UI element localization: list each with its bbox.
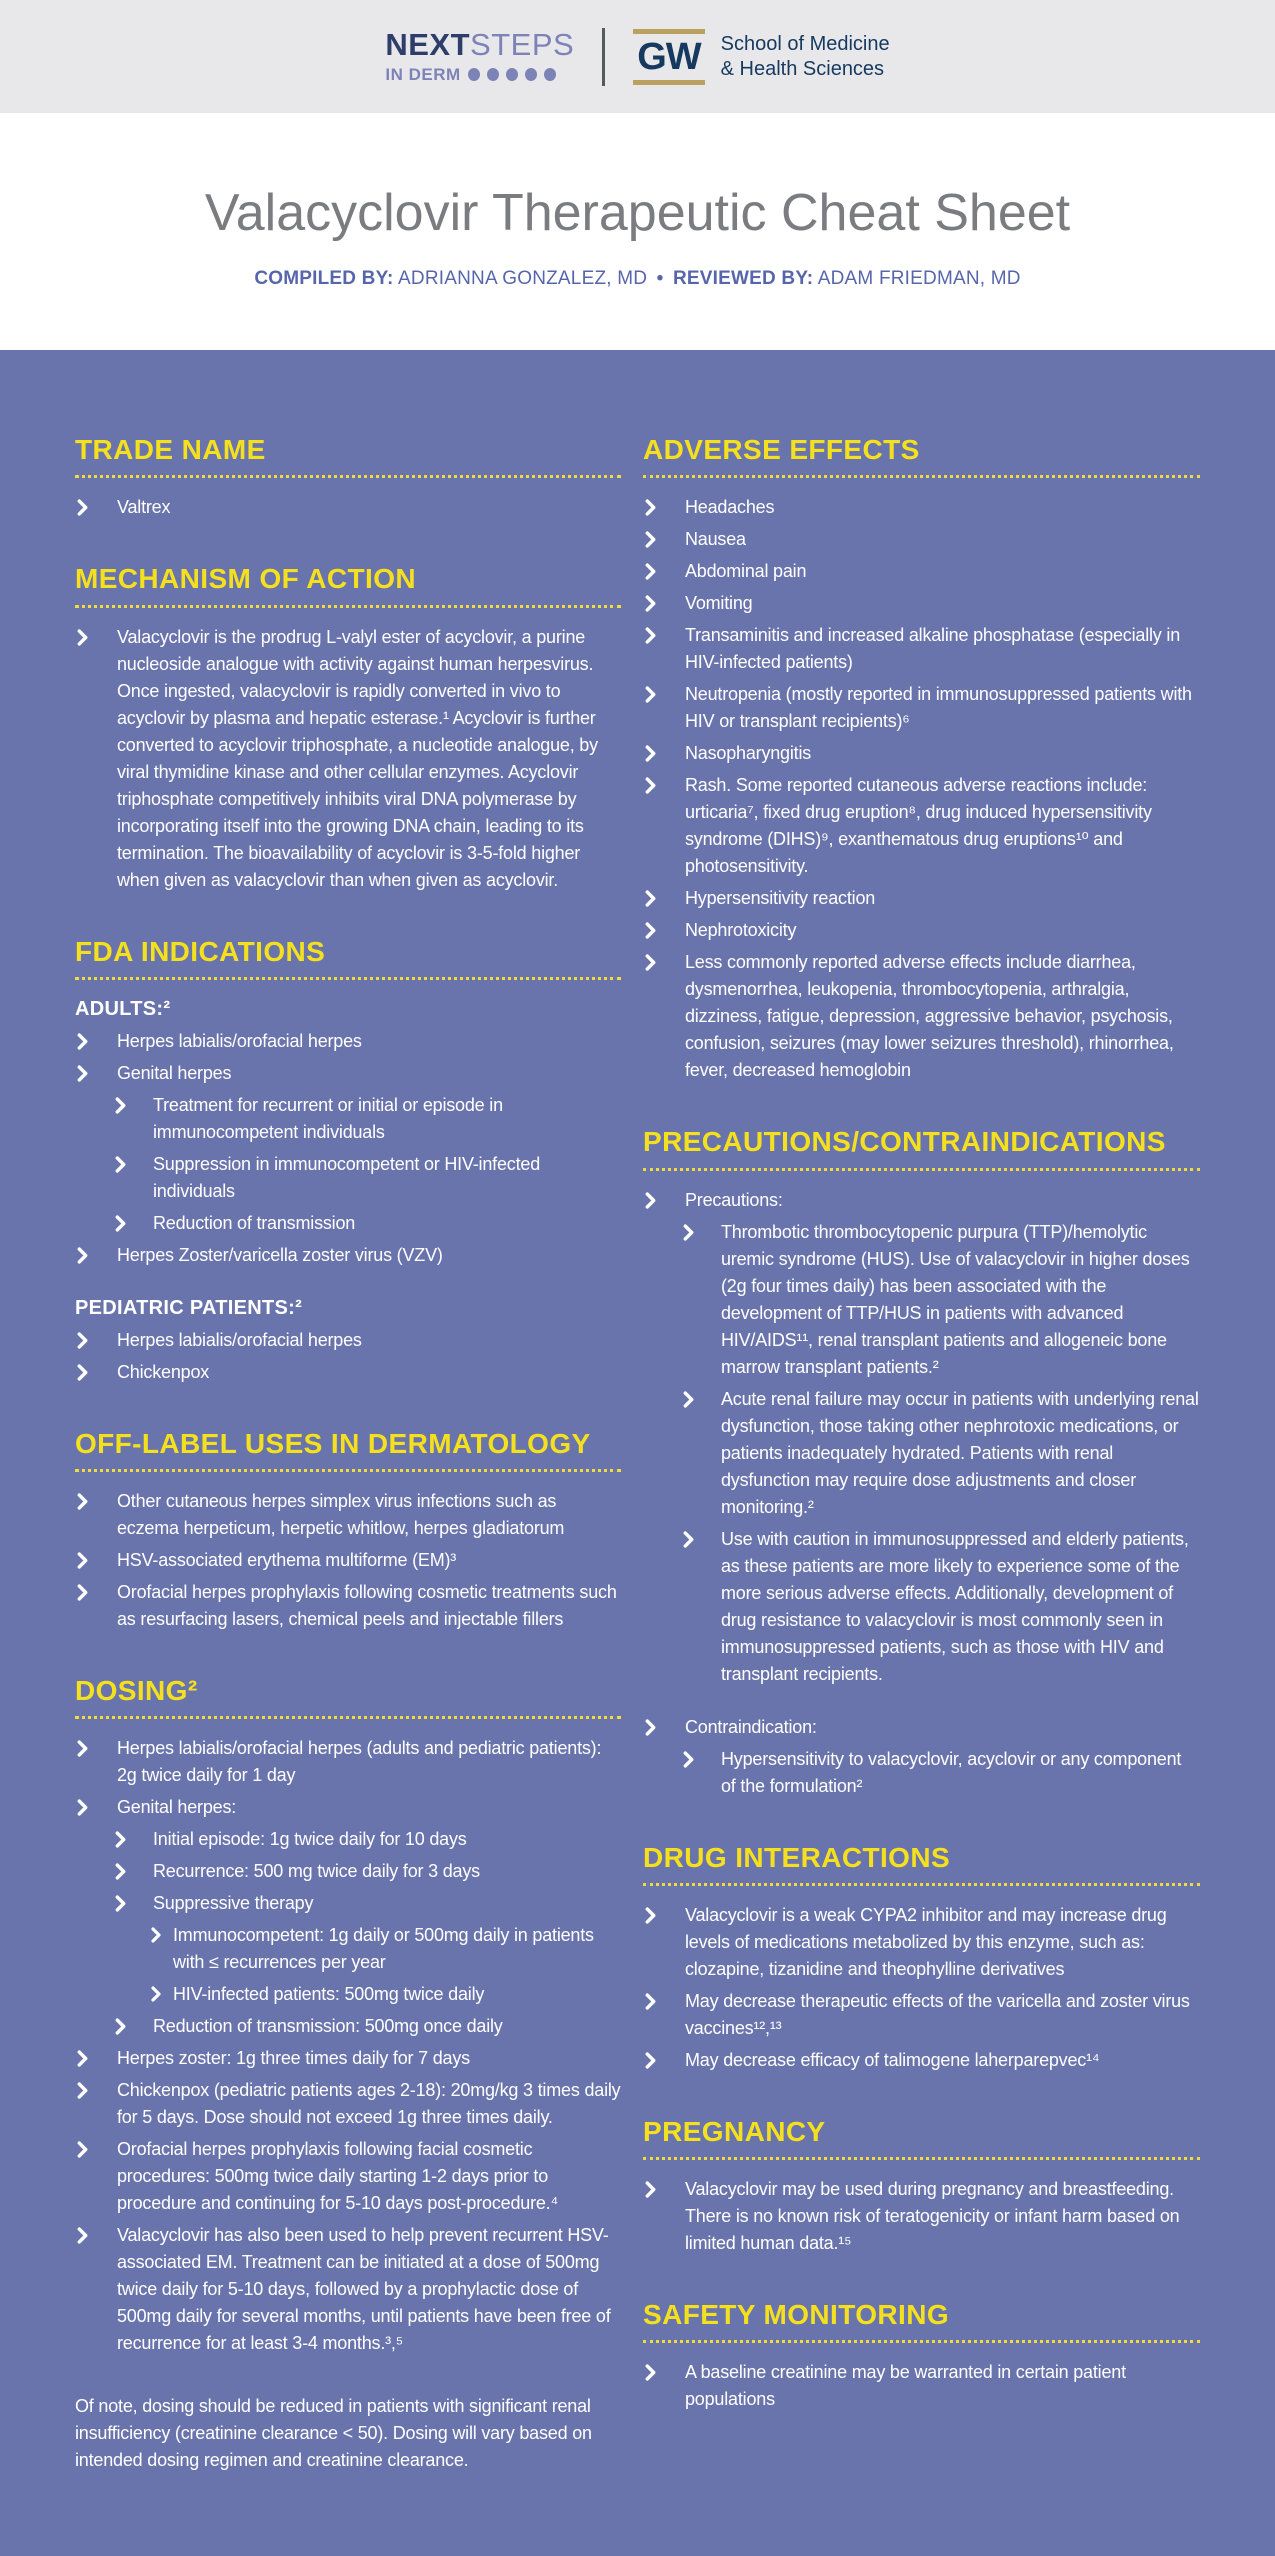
list-item-text: Contraindication:: [685, 1716, 817, 1737]
list-item-text: Hypersensitivity to valacyclovir, acyclovir or any component of the formulation²: [721, 1748, 1182, 1796]
section-dosing: [75, 1675, 621, 2474]
list-item: [75, 624, 621, 894]
list-item-text: Chickenpox: [117, 1361, 210, 1382]
section-items: [643, 1902, 1200, 2074]
list-item-text: May decrease efficacy of talimogene laherparepvec¹⁴: [685, 2049, 1100, 2070]
list-item-text: Herpes labialis/orofacial herpes (adults and pediatric patients): 2g twice daily for 1 day: [117, 1738, 602, 1786]
section-mechanism-of-action: [75, 563, 621, 893]
chevron-icon: [115, 1896, 126, 1911]
chevron-icon: [115, 1098, 126, 1113]
derm-dot-icon: [525, 68, 537, 81]
list-item: [75, 1890, 621, 1917]
chevron-icon: [77, 1494, 88, 1509]
chevron-icon: [115, 1832, 126, 1847]
list-item-text: May decrease therapeutic effects of the varicella and zoster virus vaccines¹²,¹³: [685, 1990, 1190, 2038]
chevron-icon: [645, 596, 656, 611]
list-item-text: Hypersensitivity reaction: [685, 888, 876, 909]
list-item-text: Neutropenia (mostly reported in immunosuppressed patients with HIV or transplant recipients)⁶: [685, 684, 1192, 732]
list-item: [643, 558, 1200, 585]
list-item: [643, 2047, 1200, 2074]
list-item: [75, 2013, 621, 2040]
section-adverse-effects: [643, 434, 1200, 1084]
section-heading: FDA INDICATIONS: [75, 936, 621, 980]
section-items: [643, 2359, 1200, 2413]
byline: [0, 268, 1275, 290]
list-item: [75, 1547, 621, 1574]
list-item-text: Reduction of transmission: [153, 1212, 356, 1233]
list-item: [75, 1092, 621, 1146]
list-item-text: Suppression in immunocompetent or HIV-infected individuals: [153, 1153, 541, 1201]
list-item-text: Genital herpes: [117, 1062, 232, 1083]
list-item: [75, 1060, 621, 1087]
list-item: [75, 1210, 621, 1237]
chevron-icon: [77, 1553, 88, 1568]
chevron-icon: [645, 532, 656, 547]
chevron-icon: [645, 2053, 656, 2068]
list-item: [75, 1359, 621, 1386]
list-item: [643, 2359, 1200, 2413]
list-item: [75, 2077, 621, 2131]
list-item-text: HIV-infected patients: 500mg twice daily: [173, 1984, 485, 2005]
chevron-icon: [645, 923, 656, 938]
list-item: [643, 526, 1200, 553]
in-derm-text: IN DERM: [385, 64, 461, 84]
nextsteps-steps-text: STEPS: [470, 26, 575, 62]
chevron-icon: [77, 1066, 88, 1081]
list-item: [75, 1735, 621, 1789]
content-area: [0, 350, 1275, 2556]
section-safety-monitoring: [643, 2299, 1200, 2413]
chevron-icon: [77, 630, 88, 645]
left-column: [75, 434, 621, 2516]
list-item: [643, 740, 1200, 767]
list-item-text: Nausea: [685, 529, 746, 550]
section-items: [75, 1488, 621, 1633]
gw-school-line2: & Health Sciences: [720, 57, 885, 80]
chevron-icon: [77, 2228, 88, 2243]
list-item-text: Of note, dosing should be reduced in patients with significant renal insufficiency (creatinine clearance < 50). Dosing will vary based on intended dosing regimen and creatinine clearance.: [75, 2396, 592, 2471]
list-item: [75, 2222, 621, 2357]
chevron-icon: [151, 1928, 161, 1942]
list-item-text: Headaches: [685, 497, 775, 518]
chevron-icon: [645, 1994, 656, 2009]
list-item: [643, 1526, 1200, 1688]
list-item-text: Orofacial herpes prophylaxis following cosmetic treatments such as resurfacing lasers, chemical peels and injectable fillers: [117, 1581, 617, 1629]
list-item-text: Precautions:: [685, 1189, 783, 1210]
title-block: [0, 113, 1275, 290]
chevron-icon: [77, 1034, 88, 1049]
nextsteps-logo: [385, 26, 575, 85]
list-item-text: Other cutaneous herpes simplex virus infections such as eczema herpeticum, herpetic whitlow, herpes gladiatorum: [117, 1490, 565, 1538]
list-item: [75, 2136, 621, 2217]
chevron-icon: [77, 1333, 88, 1348]
list-item-text: Valacyclovir has also been used to help prevent recurrent HSV-associated EM. Treatment can be initiated at a dose of 500mg twice daily for 5-10 days, followed by a prophylactic dose of 500mg daily for several months, until patients have been free of recurrence for at least 3-4 months.³,⁵: [117, 2225, 611, 2354]
section-items: [75, 624, 621, 894]
chevron-icon: [115, 1864, 126, 1879]
list-item-text: Herpes zoster: 1g three times daily for 7 days: [117, 2048, 470, 2069]
byline-separator: •: [656, 268, 664, 290]
gw-logo: [633, 29, 704, 85]
derm-dot-icon: [544, 68, 556, 81]
chevron-icon: [683, 1225, 694, 1240]
section-heading: SAFETY MONITORING: [643, 2299, 1200, 2343]
section-heading: PRECAUTIONS/CONTRAINDICATIONS: [643, 1126, 1200, 1170]
list-item: [643, 1386, 1200, 1521]
chevron-icon: [77, 1248, 88, 1263]
section-drug-interactions: [643, 1842, 1200, 2074]
chevron-icon: [645, 628, 656, 643]
chevron-icon: [115, 1157, 126, 1172]
list-item-text: HSV-associated erythema multiforme (EM)³: [117, 1549, 457, 1570]
list-item-text: Acute renal failure may occur in patients with underlying renal dysfunction, those taking other nephrotoxic medications, or patients inadequately hydrated. Patients with renal dysfunction may require dose adjustments and closer monitoring.²: [721, 1388, 1199, 1517]
chevron-icon: [645, 891, 656, 906]
list-item-text: Herpes labialis/orofacial herpes: [117, 1329, 362, 1350]
list-item-text: Chickenpox (pediatric patients ages 2-18): 20mg/kg 3 times daily for 5 days. Dose should not exceed 1g three times daily.: [117, 2080, 621, 2128]
list-item-text: Valacyclovir may be used during pregnancy and breastfeeding. There is no known risk of teratogenicity or infant harm based on limited human data.¹⁵: [685, 2178, 1180, 2253]
list-item-text: Valacyclovir is the prodrug L-valyl ester of acyclovir, a purine nucleoside analogue with activity against human herpesvirus. Once ingested, valacyclovir is rapidly converted in vivo to acyclovir by plasma and hepatic esterase.¹ Acyclovir is further converted to acyclovir triphosphate, a nucleotide analogue, by viral thymidine kinase and other cellular enzymes. Acyclovir triphosphate competitively inhibits viral DNA polymerase by incorporating itself into the growing DNA chain, leading to its termination. The bioavailability of acyclovir is 3-5-fold higher when given as valacyclovir than when given as acyclovir.: [117, 626, 598, 890]
list-item-text: Abdominal pain: [685, 561, 807, 582]
chevron-icon: [645, 500, 656, 515]
chevron-icon: [645, 2182, 656, 2197]
gw-letters: GW: [637, 35, 701, 78]
list-item: [75, 1295, 621, 1322]
list-item-text: Less commonly reported adverse effects include diarrhea, dysmenorrhea, leukopenia, thrombocytopenia, arthralgia, dizziness, fatigue, depression, aggressive behavior, psychosis, confusion, seizures (may lower seizures threshold), rhinorrhea, fever, decreased hemoglobin: [685, 952, 1174, 1081]
list-item-text: Nasopharyngitis: [685, 743, 812, 764]
list-item-text: Genital herpes:: [117, 1797, 237, 1818]
gw-school-text: [721, 32, 890, 82]
list-item: [643, 1187, 1200, 1214]
chevron-icon: [645, 1193, 656, 1208]
section-heading: OFF-LABEL USES IN DERMATOLOGY: [75, 1428, 621, 1472]
list-item-text: PEDIATRIC PATIENTS:²: [75, 1296, 303, 1319]
list-item: [643, 622, 1200, 676]
list-item: [75, 1922, 621, 1976]
section-heading: ADVERSE EFFECTS: [643, 434, 1200, 478]
list-item: [643, 1714, 1200, 1741]
section-items: [75, 1735, 621, 2474]
list-item: [75, 1826, 621, 1853]
gw-school-line1: School of Medicine: [720, 32, 890, 55]
section-precautions-contraindications: [643, 1126, 1200, 1799]
chevron-icon: [645, 746, 656, 761]
logo-group: [385, 28, 889, 86]
derm-dot-icon: [468, 68, 480, 81]
section-fda-indications: [75, 936, 621, 1386]
list-item-text: Thrombotic thrombocytopenic purpura (TTP)/hemolytic uremic syndrome (HUS). Use of valacyclovir in higher doses (2g four times daily) has been associated with the development of TTP/HUS in patients with advanced HIV/AIDS¹¹, renal transplant patients and allogeneic bone marrow transplant patients.²: [721, 1221, 1190, 1377]
derm-dot-icon: [506, 68, 518, 81]
list-item-text: Valacyclovir is a weak CYPA2 inhibitor and may increase drug levels of medications metabolized by this enzyme, such as: clozapine, tizanidine and theophylline derivatives: [685, 1904, 1167, 1979]
section-items: [643, 494, 1200, 1084]
list-item: [643, 1988, 1200, 2042]
list-item: [643, 590, 1200, 617]
list-item-text: Recurrence: 500 mg twice daily for 3 days: [153, 1861, 480, 1882]
in-derm-row: [385, 65, 574, 85]
section-heading: DRUG INTERACTIONS: [643, 1842, 1200, 1886]
chevron-icon: [645, 1720, 656, 1735]
list-item: [75, 1579, 621, 1633]
nextsteps-wordmark: [385, 26, 575, 62]
derm-dot-icon: [487, 68, 499, 81]
list-item: [75, 494, 621, 521]
list-item: [75, 1794, 621, 1821]
list-item-text: Herpes labialis/orofacial herpes: [117, 1030, 362, 1051]
chevron-icon: [645, 2365, 656, 2380]
list-item: [643, 681, 1200, 735]
section-trade-name: [75, 434, 621, 521]
section-items: [75, 996, 621, 1386]
section-items: [75, 494, 621, 521]
chevron-icon: [77, 1800, 88, 1815]
section-heading: PREGNANCY: [643, 2116, 1200, 2160]
chevron-icon: [77, 1585, 88, 1600]
list-item: [643, 494, 1200, 521]
compiled-by-value: ADRIANNA GONZALEZ, MD: [398, 268, 648, 290]
list-item: [643, 2176, 1200, 2257]
list-item: [75, 1981, 621, 2008]
chevron-icon: [151, 1987, 161, 2001]
section-off-label-uses: [75, 1428, 621, 1633]
chevron-icon: [645, 778, 656, 793]
list-item: [643, 885, 1200, 912]
logo-divider: [602, 28, 605, 86]
section-heading: MECHANISM OF ACTION: [75, 563, 621, 607]
reviewed-by-value: ADAM FRIEDMAN, MD: [817, 268, 1021, 290]
list-item: [643, 1219, 1200, 1381]
compiled-by-label: COMPILED BY:: [254, 268, 394, 290]
nextsteps-next-text: NEXT: [385, 26, 471, 62]
list-item: [75, 1028, 621, 1055]
list-item: [643, 1902, 1200, 1983]
list-item: [643, 1746, 1200, 1800]
page-title: Valacyclovir Therapeutic Cheat Sheet: [204, 184, 1071, 242]
chevron-icon: [645, 564, 656, 579]
list-item-text: Valtrex: [117, 497, 171, 518]
chevron-icon: [77, 2083, 88, 2098]
list-item-text: Use with caution in immunosuppressed and elderly patients, as these patients are more likely to experience some of the more serious adverse effects. Additionally, development of drug resistance to valacyclovir is most commonly seen in immunosuppressed patients, such as those with HIV and transplant recipients.: [721, 1528, 1189, 1684]
list-item: [643, 917, 1200, 944]
list-item-text: Initial episode: 1g twice daily for 10 days: [153, 1829, 467, 1850]
chevron-icon: [115, 2019, 126, 2034]
chevron-icon: [77, 1741, 88, 1756]
chevron-icon: [77, 2142, 88, 2157]
chevron-icon: [683, 1752, 694, 1767]
chevron-icon: [77, 2051, 88, 2066]
list-item-text: Vomiting: [685, 593, 753, 614]
list-item: [75, 1151, 621, 1205]
chevron-icon: [645, 1908, 656, 1923]
list-item-text: Suppressive therapy: [153, 1893, 314, 1914]
list-item: [75, 1858, 621, 1885]
header-band: [0, 0, 1275, 113]
section-heading: DOSING²: [75, 1675, 621, 1719]
list-item: [75, 1242, 621, 1269]
list-item: [75, 996, 621, 1023]
list-item-text: Nephrotoxicity: [685, 920, 797, 941]
list-item-text: ADULTS:²: [75, 997, 171, 1020]
list-item: [643, 772, 1200, 880]
section-items: [643, 1187, 1200, 1800]
reviewed-by-label: REVIEWED BY:: [672, 268, 814, 290]
chevron-icon: [77, 500, 88, 515]
chevron-icon: [683, 1532, 694, 1547]
list-item: [75, 2045, 621, 2072]
chevron-icon: [645, 687, 656, 702]
chevron-icon: [77, 1365, 88, 1380]
list-item-text: A baseline creatinine may be warranted in certain patient populations: [685, 2362, 1126, 2410]
list-item: [643, 949, 1200, 1084]
right-column: [643, 434, 1200, 2516]
chevron-icon: [683, 1392, 694, 1407]
list-item-text: Immunocompetent: 1g daily or 500mg daily in patients with ≤ recurrences per year: [173, 1925, 594, 1973]
section-heading: TRADE NAME: [75, 434, 621, 478]
list-item-text: Herpes Zoster/varicella zoster virus (VZV): [117, 1244, 443, 1265]
list-item: [75, 2393, 621, 2474]
list-item-text: Orofacial herpes prophylaxis following facial cosmetic procedures: 500mg twice daily starting 1-2 days prior to procedure and continuing for 5-10 days post-procedure.⁴: [117, 2139, 559, 2214]
section-pregnancy: [643, 2116, 1200, 2257]
list-item: [75, 1488, 621, 1542]
list-item-text: Treatment for recurrent or initial or episode in immunocompetent individuals: [153, 1094, 503, 1142]
section-items: [643, 2176, 1200, 2257]
list-item-text: Transaminitis and increased alkaline phosphatase (especially in HIV-infected patients): [685, 625, 1181, 673]
chevron-icon: [115, 1216, 126, 1231]
list-item: [75, 1327, 621, 1354]
list-item-text: Rash. Some reported cutaneous adverse reactions include: urticaria⁷, fixed drug eruption⁸, drug induced hypersensitivity syndrome (DIHS)⁹, exanthematous drug eruptions¹⁰ and photosensitivity.: [685, 775, 1152, 877]
list-item-text: Reduction of transmission: 500mg once daily: [153, 2016, 503, 2037]
chevron-icon: [645, 955, 656, 970]
